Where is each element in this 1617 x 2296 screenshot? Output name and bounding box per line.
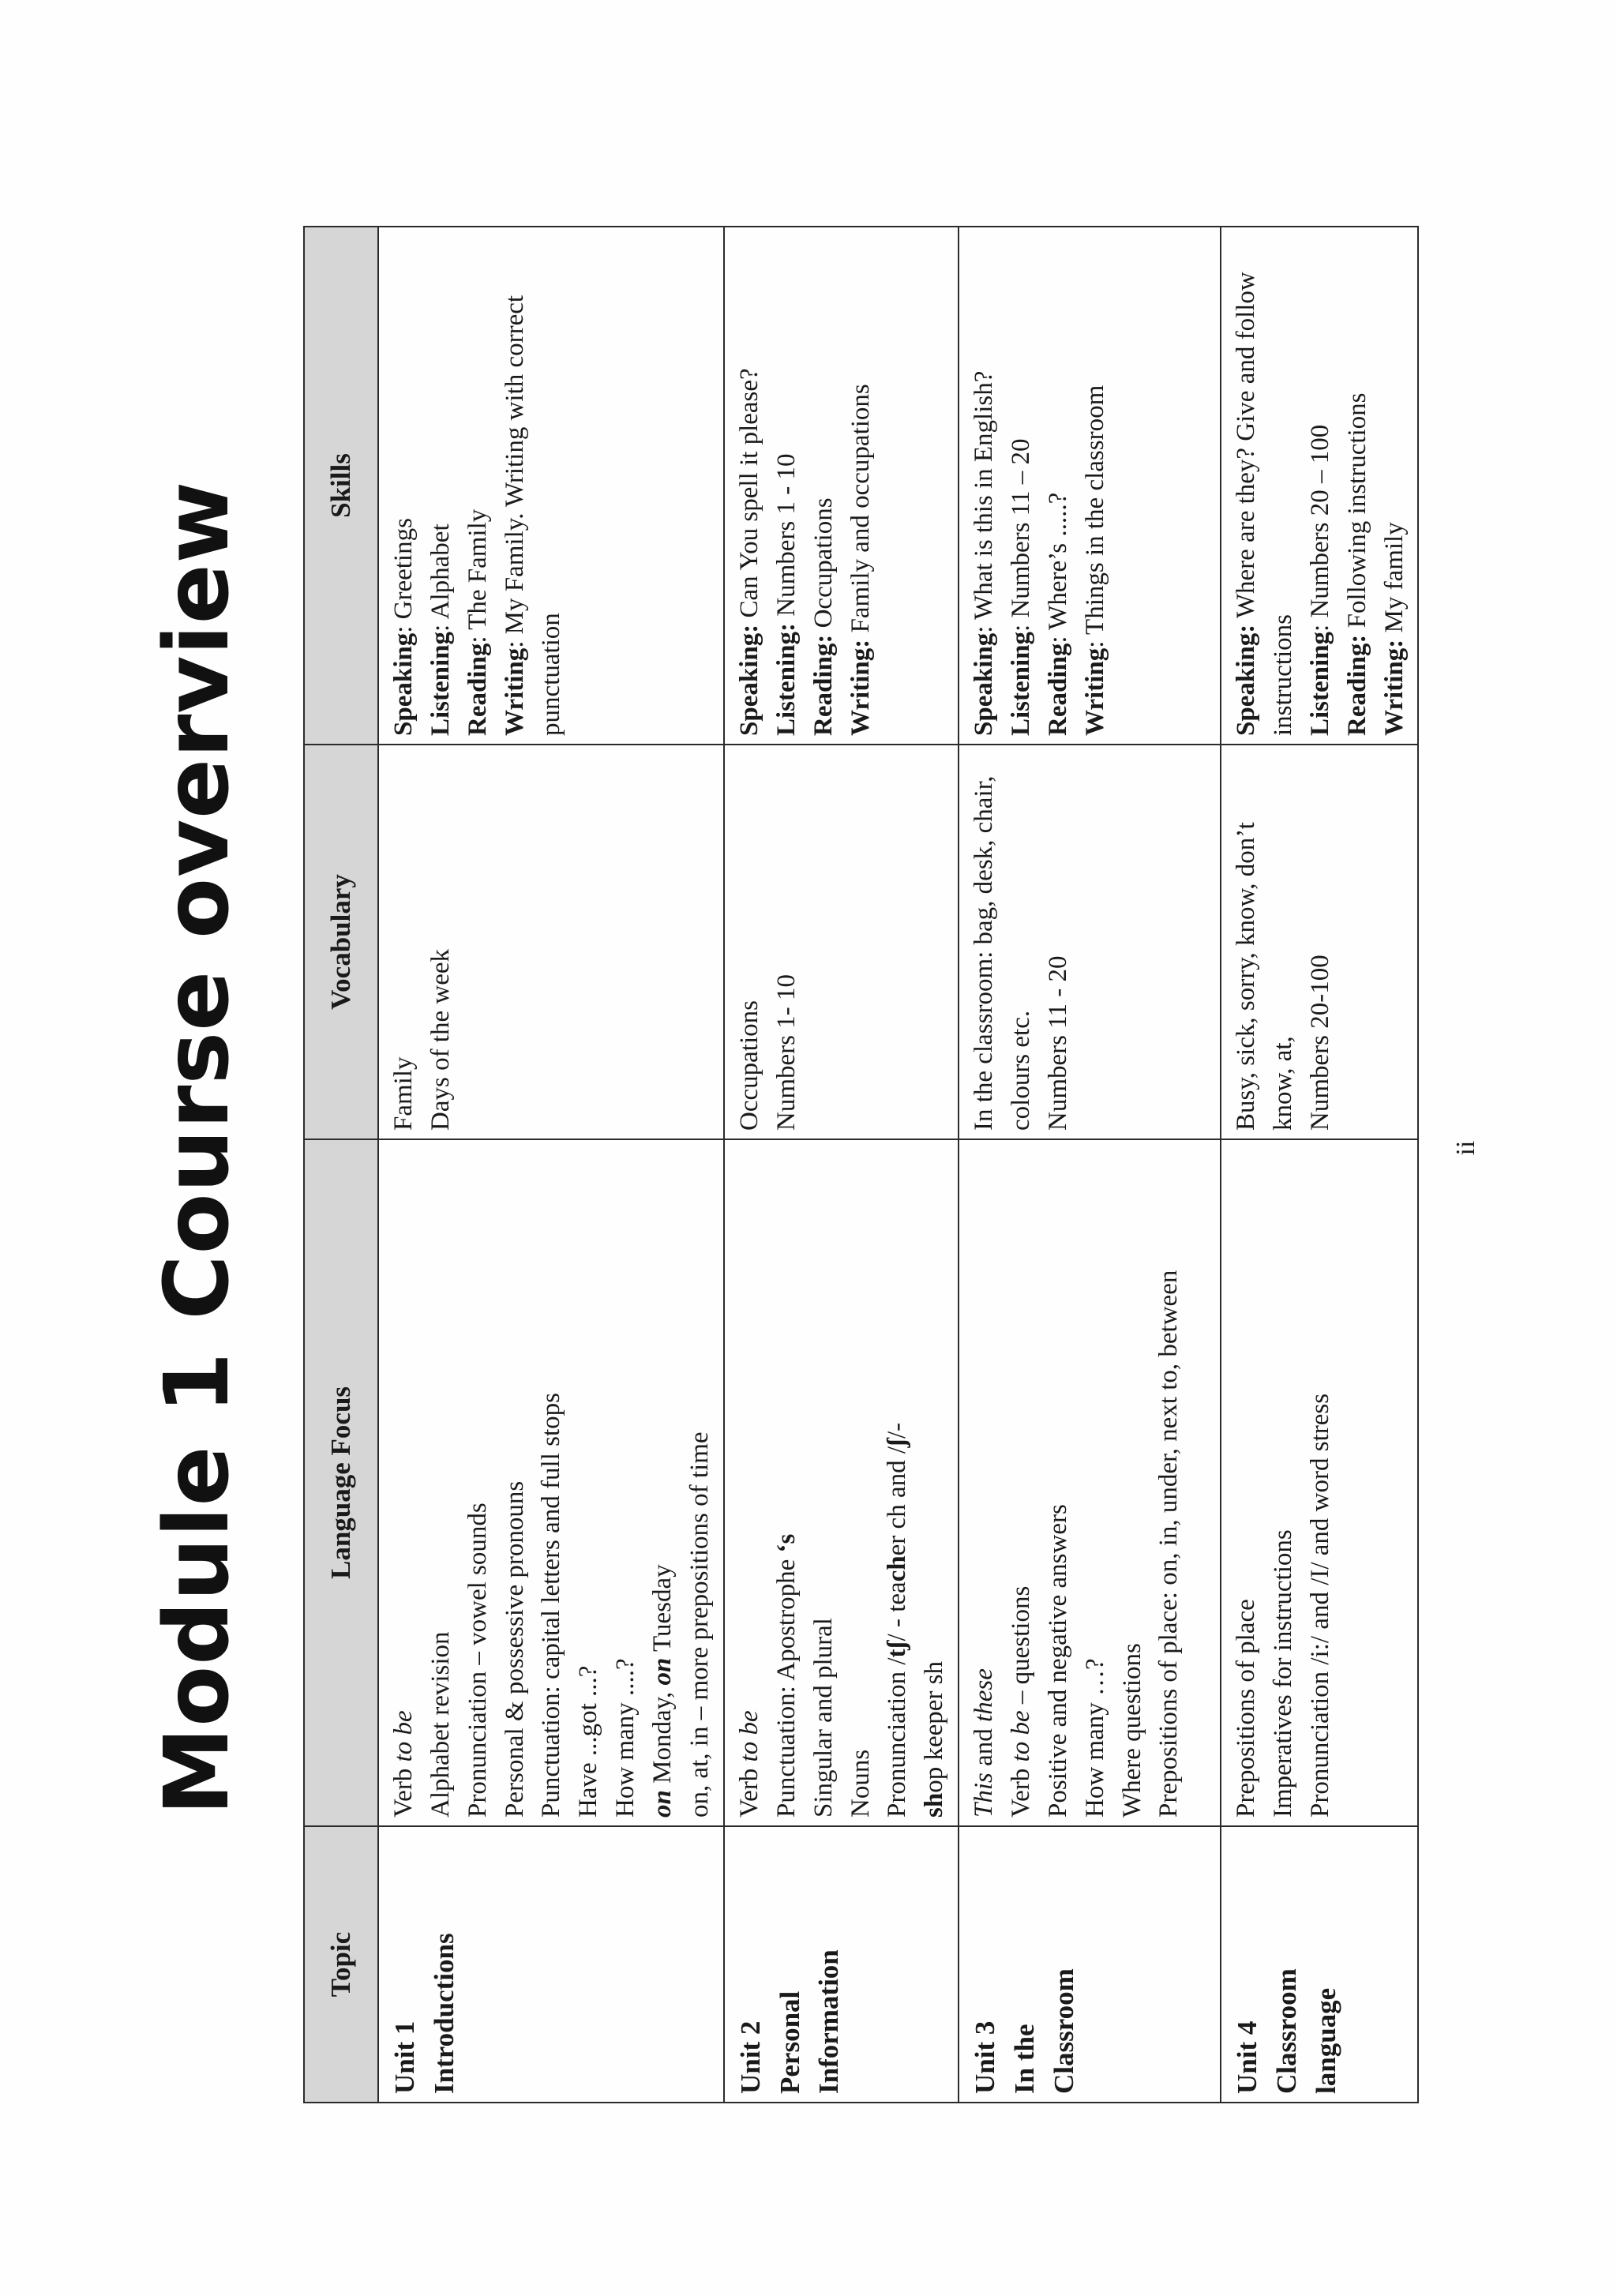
list-item: Alphabet revision	[426, 1631, 455, 1818]
topic-name: language	[1310, 1987, 1341, 2094]
unit-label: Unit 3	[970, 2020, 1001, 2094]
topic-name: Classroom	[1048, 1968, 1079, 2094]
list-item: Nouns	[846, 1749, 875, 1818]
list-item: Reading: Following instructions	[1342, 392, 1371, 736]
list-item: Verb to be – questions	[1007, 1585, 1036, 1818]
list-item: Writing: My Family. Writing with correct punctuation	[500, 295, 566, 736]
vocabulary-cell	[378, 745, 724, 1139]
list-item: Personal & possessive pronouns	[500, 1480, 529, 1818]
topic-cell	[378, 1826, 724, 2103]
list-item: on, at, in – more prepositions of time	[685, 1431, 714, 1818]
page-title: Module 1 Course overview	[146, 480, 249, 1816]
topic-cell	[724, 1826, 959, 2103]
course-overview-table	[303, 226, 1419, 2103]
topic-cell	[1221, 1826, 1418, 2103]
list-item: Reading: The Family	[463, 508, 492, 736]
topic-name: Classroom	[1270, 1968, 1302, 2094]
language-focus-cell	[1221, 1139, 1418, 1826]
list-item: How many …?	[1080, 1658, 1109, 1818]
list-item: This and these	[970, 1668, 999, 1818]
list-item: shop keeper sh	[920, 1661, 949, 1818]
list-item: Speaking: Where are they? Give and follow instructions	[1232, 272, 1298, 736]
header-vocabulary: Vocabulary	[304, 745, 378, 1139]
list-item: Verb to be	[735, 1710, 763, 1818]
table-row	[724, 227, 959, 2103]
list-item: on Monday, on Tuesday	[648, 1564, 677, 1818]
list-item: Prepositions of place	[1232, 1599, 1261, 1818]
list-item: Listening: Numbers 11 – 20	[1007, 438, 1036, 736]
table-header-row	[304, 227, 378, 2103]
skills-cell	[378, 227, 724, 745]
course-overview-table-container	[303, 227, 1409, 2103]
list-item: Numbers 20-100	[1305, 955, 1334, 1131]
list-item: Have ...got ...?	[574, 1665, 603, 1818]
vocabulary-cell	[959, 745, 1221, 1139]
skills-cell	[959, 227, 1221, 745]
list-item: Pronunciation /i:/ and /I/ and word stress	[1305, 1393, 1334, 1818]
vocabulary-cell	[724, 745, 959, 1139]
list-item: Pronunciation /tʃ/ - teacher ch and /ʃ/-	[883, 1422, 912, 1818]
list-item: Speaking: Greetings	[389, 518, 418, 736]
table-row	[959, 227, 1221, 2103]
list-item: Speaking: What is this in English?	[970, 370, 999, 736]
topic-name: Information	[813, 1949, 845, 2094]
list-item: Singular and plural	[808, 1618, 838, 1818]
list-item: Listening: Numbers 20 – 100	[1305, 424, 1334, 736]
list-item: In the classroom: bag, desk, chair, colours etc.	[970, 775, 1036, 1131]
list-item: Numbers 1- 10	[771, 974, 801, 1131]
list-item: Writing: Family and occupations	[846, 384, 875, 736]
list-item: Verb to be	[389, 1710, 418, 1818]
skills-cell	[1221, 227, 1418, 745]
language-focus-cell	[959, 1139, 1221, 1826]
list-item: Positive and negative answers	[1043, 1504, 1072, 1818]
topic-name: In the	[1008, 2024, 1040, 2094]
language-focus-cell	[378, 1139, 724, 1826]
table-row	[1221, 227, 1418, 2103]
header-skills: Skills	[304, 227, 378, 745]
header-topic: Topic	[304, 1826, 378, 2103]
list-item: Punctuation: capital letters and full stops	[537, 1393, 566, 1818]
list-item: Family	[389, 1056, 418, 1131]
unit-label: Unit 1	[389, 2020, 420, 2094]
list-item: Listening: Alphabet	[426, 523, 455, 736]
list-item: Prepositions of place: on, in, under, next to, between	[1154, 1270, 1184, 1818]
table-row	[378, 227, 724, 2103]
topic-name: Introductions	[428, 1933, 460, 2094]
skills-cell	[724, 227, 959, 745]
unit-label: Unit 2	[735, 2020, 766, 2094]
vocabulary-cell	[1221, 745, 1418, 1139]
list-item: Speaking: Can You spell it please?	[735, 368, 763, 736]
header-language-focus: Language Focus	[304, 1139, 378, 1826]
list-item: Reading: Where’s .....?	[1043, 492, 1072, 736]
topic-cell	[959, 1826, 1221, 2103]
unit-label: Unit 4	[1232, 2020, 1263, 2094]
topic-name: Personal	[774, 1990, 805, 2094]
list-item: Punctuation: Apostrophe ‘s	[771, 1533, 801, 1818]
list-item: Reading: Occupations	[808, 497, 838, 736]
list-item: Writing: Things in the classroom	[1080, 385, 1109, 736]
list-item: Days of the week	[426, 948, 455, 1131]
list-item: How many ....?	[611, 1658, 640, 1818]
page-number: ii	[1451, 1140, 1480, 1156]
list-item: Listening: Numbers 1 - 10	[771, 453, 801, 736]
language-focus-cell	[724, 1139, 959, 1826]
list-item: Busy, sick, sorry, know, don’t know, at,	[1232, 822, 1298, 1131]
list-item: Where questions	[1117, 1643, 1146, 1818]
list-item: Imperatives for instructions	[1269, 1529, 1298, 1818]
list-item: Occupations	[735, 1000, 763, 1131]
list-item: Writing: My family	[1379, 522, 1409, 736]
list-item: Numbers 11 - 20	[1043, 955, 1072, 1131]
list-item: Pronunciation – vowel sounds	[463, 1503, 492, 1818]
